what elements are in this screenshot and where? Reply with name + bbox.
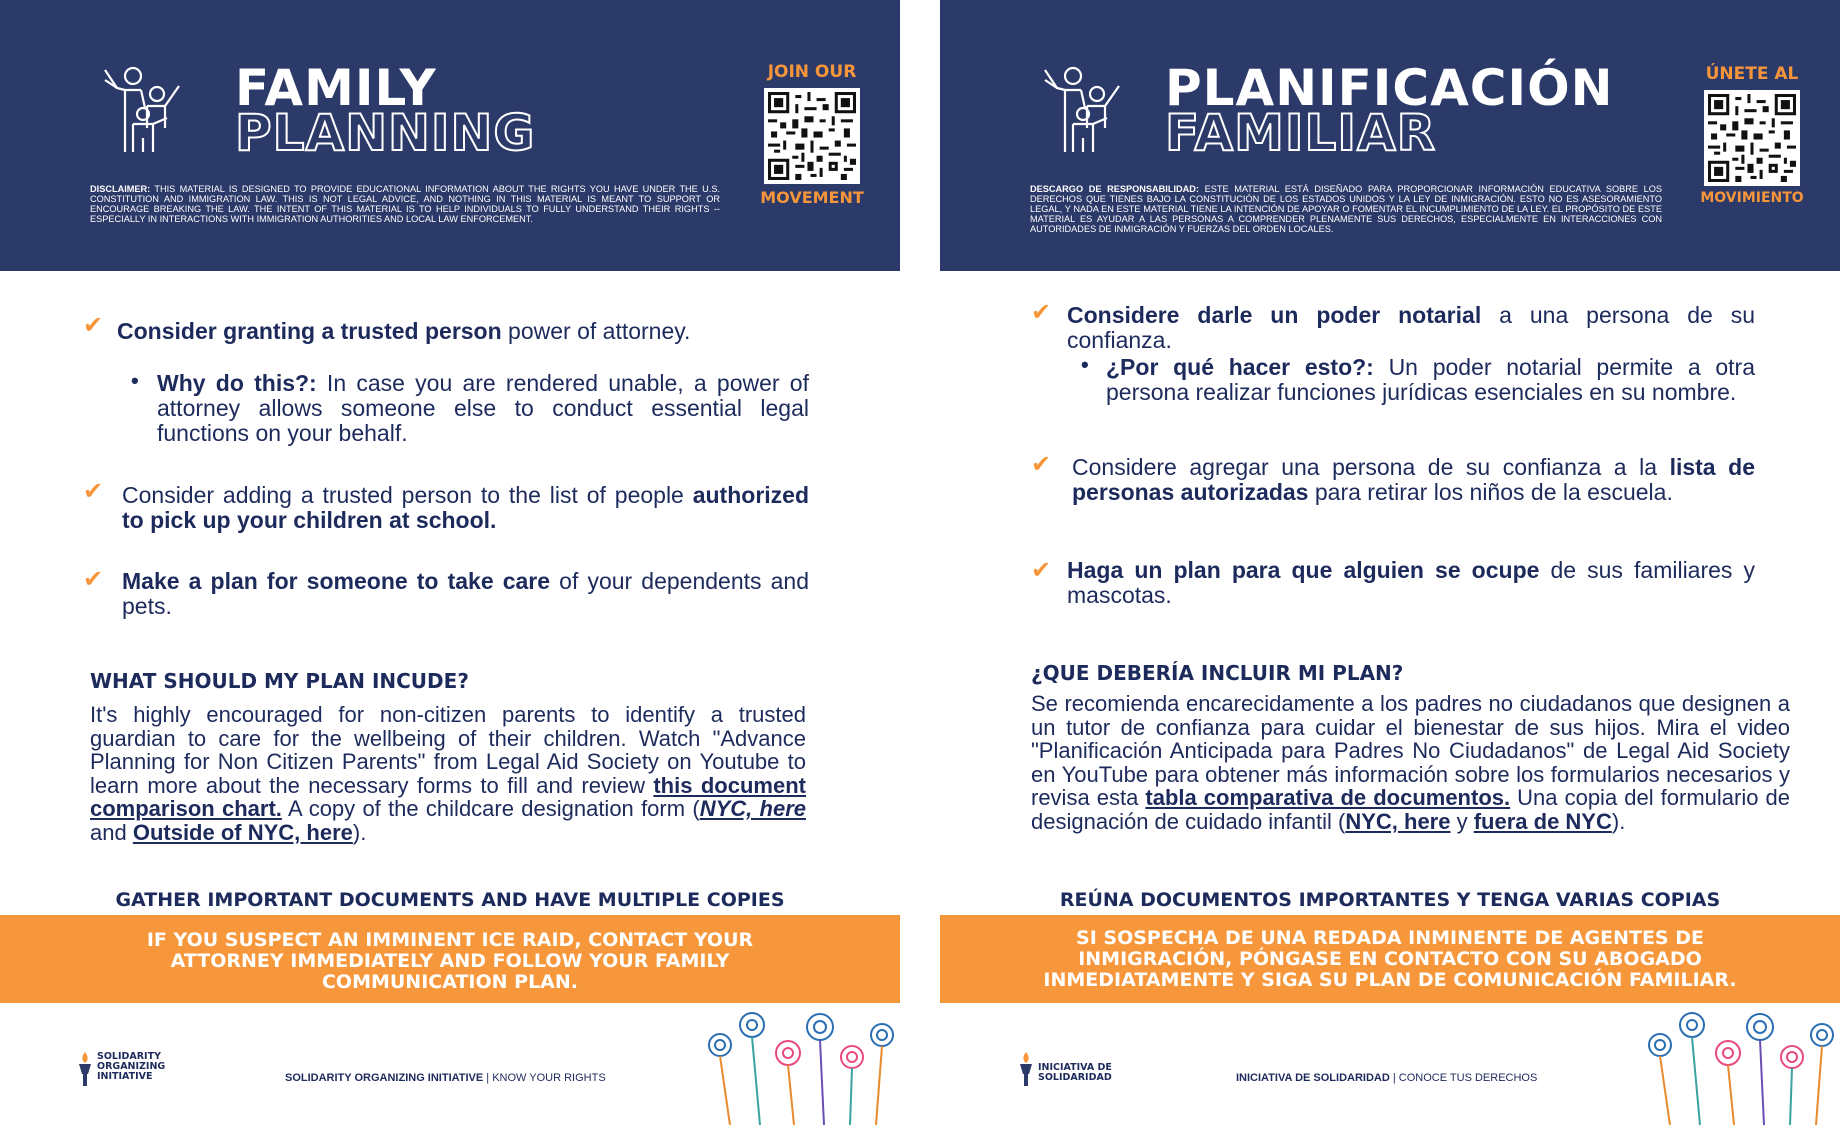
- item-text: Considere agregar una persona de su confianza a la: [1072, 454, 1670, 480]
- sub-text: In case you are rendered unable, a power of attorney allows someone else to conduct essential legal functions on your behalf.: [157, 370, 809, 446]
- title-line-2: FAMILIAR: [1165, 104, 1437, 162]
- footer-logo-line: INITIATIVE: [97, 1071, 153, 1082]
- para-text: Se recomienda encarecidamente a los padres no ciudadanos que designen a un tutor de confianza para cuidar el bienestar de sus hijos. Mira el video "Planificación Anticipada para Padres No Ciudadanos" de Legal Aid Society en YouTube para obtener más información sobre los formularios necesarios y revisa esta: [1031, 691, 1790, 810]
- list-item-school-pickup: [122, 483, 809, 533]
- section-heading: WHAT SHOULD MY PLAN INCUDE?: [90, 669, 469, 693]
- item-text: Consider adding a trusted person to the list of people: [122, 482, 693, 508]
- list-item-school-pickup: [1072, 455, 1755, 505]
- checkmark-icon: ✔: [83, 566, 104, 593]
- qr-code[interactable]: [1704, 90, 1800, 186]
- disclaimer-text: THIS MATERIAL IS DESIGNED TO PROVIDE EDUCATIONAL INFORMATION ABOUT THE RIGHTS YOU HAVE UNDER THE U.S. CONSTITUTION AND IMMIGRATION LAW. THIS IS NOT LEGAL ADVICE, AND NOTHING IN THIS MATERIAL IS MEANT TO SUPPORT OR ENCOURAGE BREAKING THE LAW. THE INTENT OF THIS MATERIAL IS TO HELP INDIVIDUALS TO FULLY UNDERSTAND THEIR RIGHTS -- ESPECIALLY IN INTERACTIONS WITH IMMIGRATION AUTHORITIES AND LOCAL LAW ENFORCEMENT.: [90, 184, 720, 224]
- item-text: para retirar los niños de la escuela.: [1308, 479, 1673, 505]
- qr-caption-bottom: MOVEMENT: [760, 188, 864, 207]
- para-text: y: [1450, 808, 1474, 834]
- footer-logo: [97, 1052, 165, 1082]
- flyer-spanish: [940, 0, 1840, 1125]
- family-icon: [1035, 58, 1135, 158]
- family-icon: [95, 58, 195, 158]
- qr-caption-bottom: MOVIMIENTO: [1700, 190, 1804, 206]
- disclaimer-label: DISCLAIMER:: [90, 184, 151, 194]
- checkmark-icon: ✔: [83, 478, 104, 505]
- qr-code[interactable]: [764, 88, 860, 184]
- sub-item-why: [1106, 355, 1755, 405]
- title-line-1: PLANIFICACIÓN: [1165, 59, 1614, 117]
- item-text: power of attorney.: [501, 318, 691, 344]
- torch-icon: [1015, 1050, 1037, 1088]
- page-title: [1165, 59, 1614, 162]
- list-item-power-of-attorney: [117, 319, 817, 344]
- qr-caption-top: ÚNETE AL: [1705, 64, 1799, 84]
- footer-logo: [1038, 1063, 1112, 1083]
- footer-logo-line: INICIATIVA DE: [1038, 1062, 1112, 1073]
- title-line-2: PLANNING: [235, 104, 536, 162]
- footer-org-name: INICIATIVA DE SOLIDARIDAD: [1236, 1072, 1390, 1084]
- para-text: ).: [352, 819, 367, 845]
- page-title: [235, 59, 536, 162]
- gather-documents-heading: REÚNA DOCUMENTOS IMPORTANTES Y TENGA VARIAS COPIAS: [1059, 889, 1721, 911]
- qr-caption-top: JOIN OUR: [767, 62, 857, 82]
- item-bold-text: Consider granting a trusted person: [117, 318, 502, 344]
- nyc-form-link[interactable]: NYC, here: [699, 796, 806, 821]
- checkmark-icon: ✔: [1031, 451, 1052, 478]
- item-bold-text: Make a plan for someone to take care: [122, 568, 551, 594]
- item-bold-text: authorized to pick up your children at school.: [122, 482, 809, 533]
- footer-tagline: CONOCE TUS DERECHOS: [1398, 1072, 1538, 1084]
- disclaimer: [1030, 184, 1662, 234]
- comparison-chart-link[interactable]: this document comparison chart.: [90, 772, 806, 821]
- footer-org-name: SOLIDARITY ORGANIZING INITIATIVE: [285, 1072, 484, 1084]
- footer-org-line: [285, 1072, 606, 1084]
- outside-nyc-form-link[interactable]: Outside of NYC, here: [132, 819, 353, 845]
- list-item-power-of-attorney: [1067, 303, 1755, 353]
- para-text: ).: [1611, 808, 1626, 834]
- sub-bold-text: Why do this?:: [157, 370, 317, 396]
- header: [0, 0, 900, 271]
- item-text: a una persona de su confianza.: [1067, 302, 1756, 353]
- qr-code-icon: [768, 92, 856, 180]
- ice-raid-banner: IF YOU SUSPECT AN IMMINENT ICE RAID, CONTACT YOUR ATTORNEY IMMEDIATELY AND FOLLOW YOUR FAMILY COMMUNICATION PLAN.: [0, 915, 900, 1003]
- footer-logo-line: ORGANIZING: [97, 1061, 166, 1072]
- qr-code-icon: [1708, 94, 1796, 182]
- item-bold-text: lista de personas autorizadas: [1072, 454, 1755, 505]
- outside-nyc-form-link[interactable]: fuera de NYC: [1473, 808, 1612, 834]
- checkmark-icon: ✔: [1031, 299, 1052, 326]
- footer-separator: |: [1389, 1072, 1399, 1084]
- plan-paragraph: [90, 703, 806, 844]
- sub-item-why: [157, 371, 809, 446]
- list-item-care-plan: [122, 569, 809, 619]
- bullet-icon: •: [131, 368, 139, 393]
- flowers-hands-illustration: [690, 1005, 900, 1125]
- comparison-chart-link[interactable]: tabla comparativa de documentos.: [1145, 785, 1511, 810]
- torch-icon: [74, 1050, 96, 1088]
- list-item-care-plan: [1067, 558, 1755, 608]
- footer-logo-line: SOLIDARITY: [97, 1051, 161, 1062]
- sub-text: Un poder notarial permite a otra persona realizar funciones jurídicas esenciales en su nombre.: [1106, 354, 1755, 405]
- header: [940, 0, 1840, 271]
- footer-org-line: [1236, 1072, 1537, 1084]
- disclaimer-label: DESCARGO DE RESPONSABILIDAD:: [1030, 184, 1199, 194]
- para-text: Una copia del formulario de designación de cuidado infantil (: [1031, 785, 1790, 834]
- footer-logo-line: SOLIDARIDAD: [1038, 1072, 1112, 1083]
- flyer-english: [0, 0, 900, 1125]
- para-text: and: [90, 819, 133, 845]
- item-text: of your dependents and pets.: [122, 568, 809, 619]
- nyc-form-link[interactable]: NYC, here: [1345, 808, 1451, 834]
- para-text: It's highly encouraged for non-citizen parents to identify a trusted guardian to care for the wellbeing of their children. Watch "Advance Planning for Non Citizen Parents" from Legal Aid Society on Youtube to learn more about the necessary forms to fill and review: [90, 702, 806, 798]
- ice-raid-banner: SI SOSPECHA DE UNA REDADA INMINENTE DE AGENTES DE INMIGRACIÓN, PÓNGASE EN CONTACTO CON SU ABOGADO INMEDIATAMENTE Y SIGA SU PLAN DE COMUNICACIÓN FAMILIAR.: [940, 915, 1840, 1003]
- item-bold-text: Haga un plan para que alguien se ocupe: [1067, 557, 1540, 583]
- gather-documents-heading: GATHER IMPORTANT DOCUMENTS AND HAVE MULTIPLE COPIES: [115, 889, 785, 911]
- disclaimer-text: ESTE MATERIAL ESTÁ DISEÑADO PARA PROPORCIONAR INFORMACIÓN EDUCATIVA SOBRE LOS DERECHOS QUE TIENES BAJO LA CONSTITUCIÓN DE LOS ESTADOS UNIDOS Y LA LEY DE INMIGRACIÓN. ESTO NO ES ASESORAMIENTO LEGAL, Y NADA EN ESTE MATERIAL TIENE LA INTENCIÓN DE APOYAR O FOMENTAR EL INCUMPLIMIENTO DE LA LEY. EL PROPÓSITO DE ESTE MATERIAL ES AYUDAR A LAS PERSONAS A COMPRENDER PLENAMENTE SUS DERECHOS, ESPECIALMENTE EN INTERACCIONES CON AUTORIDADES DE INMIGRACIÓN Y FUERZAS DEL ORDEN LOCALES.: [1030, 184, 1662, 234]
- checkmark-icon: ✔: [1031, 557, 1052, 584]
- item-bold-text: Considere darle un poder notarial: [1067, 302, 1482, 328]
- bullet-icon: •: [1081, 352, 1089, 377]
- disclaimer: [90, 184, 720, 224]
- item-text: de sus familiares y mascotas.: [1067, 557, 1755, 608]
- footer-separator: |: [483, 1072, 493, 1084]
- footer-tagline: KNOW YOUR RIGHTS: [492, 1072, 606, 1084]
- sub-bold-text: ¿Por qué hacer esto?:: [1106, 354, 1374, 380]
- flowers-hands-illustration: [1630, 1005, 1840, 1125]
- title-line-1: FAMILY: [235, 59, 437, 117]
- plan-paragraph: [1031, 692, 1790, 833]
- section-heading: ¿QUE DEBERÍA INCLUIR MI PLAN?: [1031, 661, 1404, 685]
- para-text: A copy of the childcare designation form (: [281, 796, 700, 821]
- checkmark-icon: ✔: [83, 312, 104, 339]
